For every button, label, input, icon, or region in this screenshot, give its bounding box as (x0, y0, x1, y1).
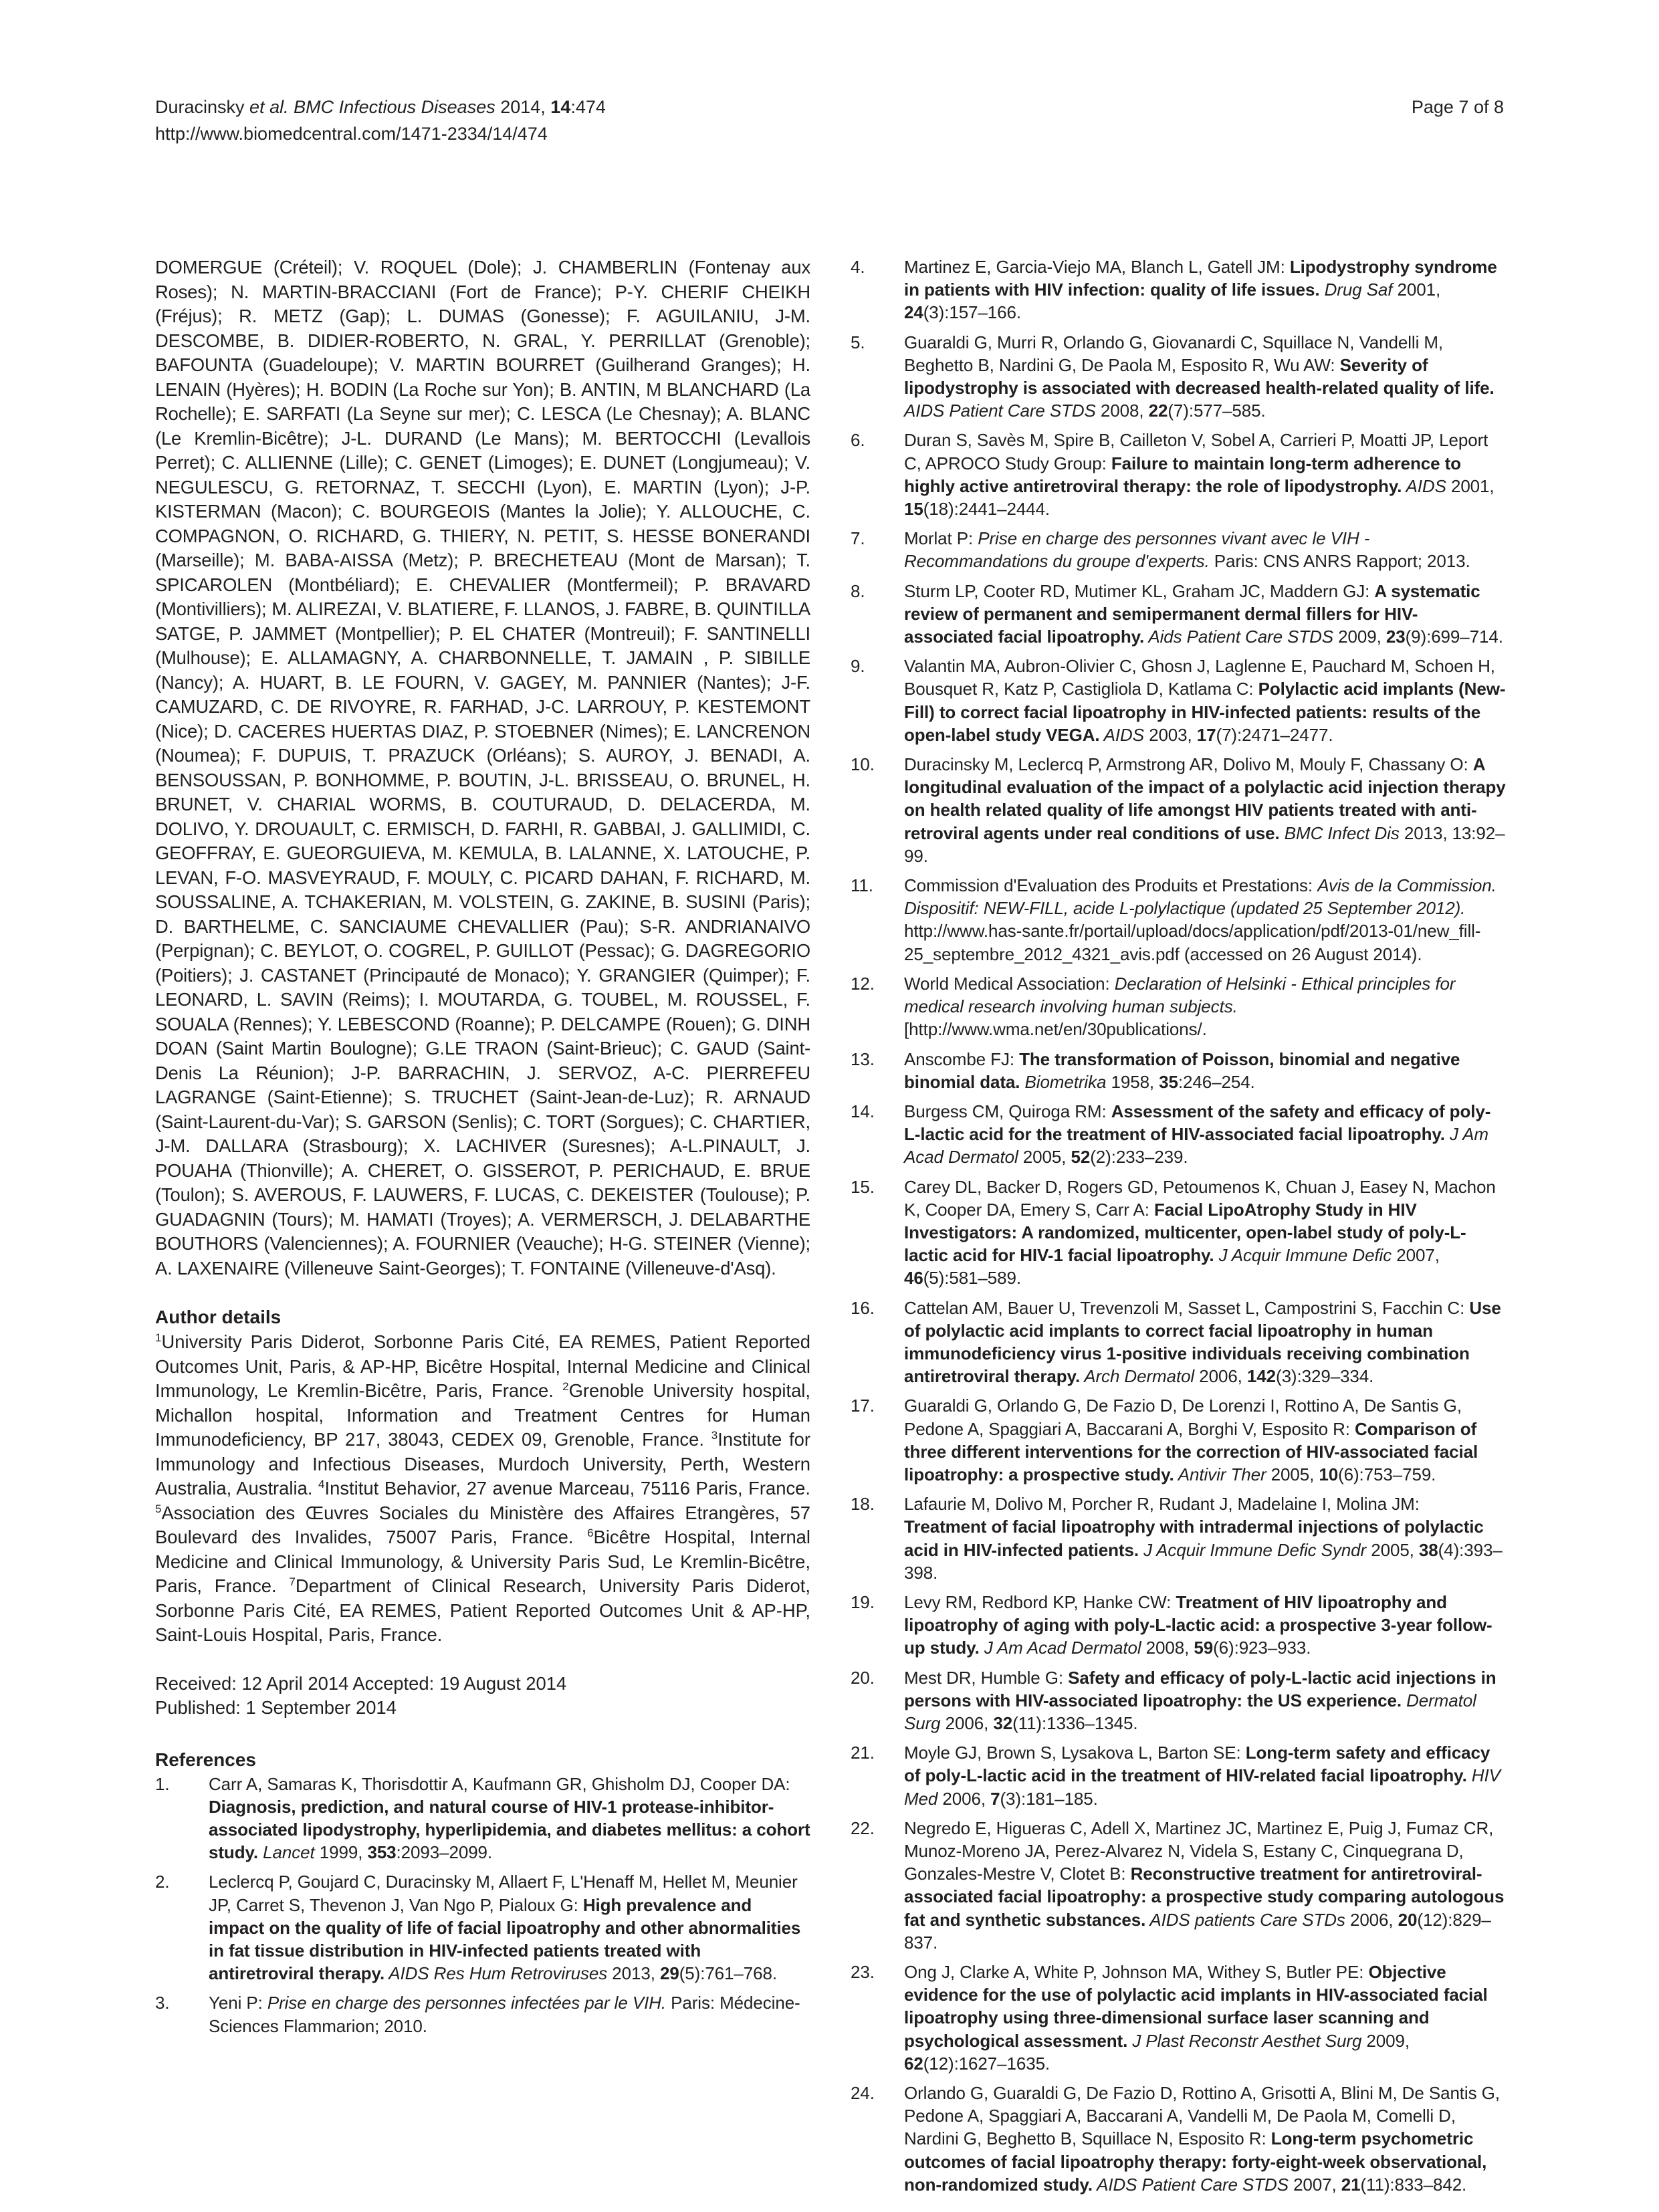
reference-item (155, 1870, 810, 1985)
reference-item (851, 874, 1506, 966)
left-column (155, 255, 810, 2044)
reference-year: 2001, (1392, 280, 1441, 300)
reference-journal: Drug Saf (1319, 280, 1393, 300)
reference-title: Safety and efficacy of poly-L-lactic acid injections in persons with HIV-associated lipoatrophy: the US experience. (904, 1667, 1497, 1710)
reference-year: 2013, 13:92–99. (904, 822, 1505, 866)
reference-item (851, 655, 1506, 746)
reference-authors: Commission d'Evaluation des Produits et Prestations: (904, 875, 1318, 896)
reference-title: Use of polylactic acid implants to correct facial lipoatrophy in human immunodeficiency virus 1-positive individuals receiving combination antiretroviral therapy. (904, 1297, 1501, 1387)
header-journal: BMC Infectious Diseases (294, 97, 495, 117)
reference-item (851, 1817, 1506, 1954)
header-year: 2014, (495, 97, 551, 117)
reference-pages: (3):157–166. (923, 302, 1021, 323)
reference-title: Reconstructive treatment for antiretroviral-associated facial lipoatrophy: a prospective study comparing autologous fat and synthetic substances. (904, 1864, 1505, 1930)
reference-volume: 10 (1319, 1464, 1339, 1484)
reference-pages: (11):833–842. (1360, 2174, 1467, 2195)
reference-pages: (12):1627–1635. (923, 2053, 1050, 2074)
reference-pages: (3):181–185. (1000, 1788, 1098, 1809)
reference-authors: Mest DR, Humble G: (904, 1667, 1069, 1688)
reference-year: 2007, (1392, 1245, 1440, 1266)
reference-authors: Carr A, Samaras K, Thorisdottir A, Kaufmann GR, Ghisholm DJ, Cooper DA: (209, 1773, 790, 1794)
reference-year: 1999, (314, 1842, 368, 1863)
reference-year: http://www.has-sante.fr/portail/upload/docs/application/pdf/2013-01/new_fill-25_septembre_2012_4321_avis.pdf (accessed on 26 August 2014). (904, 921, 1481, 964)
reference-authors: Moyle GJ, Brown S, Lysakova L, Barton SE: (904, 1743, 1246, 1763)
reference-title: Failure to maintain long-term adherence to highly active antiretroviral therapy: the role of lipodystrophy. (904, 453, 1461, 496)
reference-journal: AIDS patients Care STDs (1145, 1909, 1345, 1930)
affiliation-text: Grenoble University hospital, Michallon hospital, Information and Treatment Centres for Human Immunodeficiency, BP 217, 38043, CEDEX 09, Grenoble, France. (155, 1380, 811, 1450)
header-authors: Duracinsky (155, 97, 245, 117)
reference-title: A systematic review of permanent and semipermanent dermal fillers for HIV-associated facial lipoatrophy. (904, 580, 1480, 647)
reference-number: 4. (851, 257, 865, 277)
reference-pages: (3):329–334. (1276, 1366, 1374, 1387)
reference-year: 2005, (1266, 1464, 1319, 1484)
reference-volume: 29 (659, 1963, 679, 1984)
reference-year: Paris: CNS ANRS Rapport; 2013. (1209, 551, 1470, 572)
reference-title: The transformation of Poisson, binomial and negative binomial data. (904, 1048, 1460, 1092)
acknowledgement-text: DOMERGUE (Créteil); V. ROQUEL (Dole); J. CHAMBERLIN (Fontenay aux Roses); N. MARTIN-BRACCIANI (Fort de France); P-Y. CHERIF CHEIKH (Fréjus); R. METZ (Gap); L. DUMAS (Gonesse); F. AGUILANIU, J-M. DESCOMBE, B. DIDIER-ROBERTO, N. GRAL, Y. PERRILLAT (Grenoble); BAFOUNTA (Guadeloupe); V. MARTIN BOURRET (Guilherand Granges); H. LENAIN (Hyères); H. BODIN (La Roche sur Yon); B. ANTIN, M BLANCHARD (La Rochelle); E. SARFATI (La Seyne sur mer); C. LESCA (Le Chesnay); A. BLANC (Le Kremlin-Bicêtre); J-L. DURAND (Le Mans); M. BERTOCCHI (Levallois Perret); C. ALLIENNE (Lille); C. GENET (Limoges); E. DUNET (Longjumeau); V. NEGULESCU, G. RETORNAZ, T. SECCHI (Lyon), E. MARTIN (Lyon); J-P. KISTERMAN (Macon); C. BOURGEOIS (Mantes la Jolie); Y. ALLOUCHE, C. COMPAGNON, O. RICHARD, G. THIERY, N. PETIT, S. HESSE BONERANDI (Marseille); M. BABA-AISSA (Metz); P. BRECHETEAU (Mont de Marsan); T. SPICAROLEN (Montbéliard); E. CHEVALIER (Montfermeil); P. BRAVARD (Montivilliers); M. ALIREZAI, V. BLATIERE, F. LLANOS, J. FABRE, B. QUINTILLA SATGE, P. JAMMET (Montpellier); P. EL CHATER (Montreuil); F. SANTINELLI (Mulhouse); E. ALLAMAGNY, A. CHARBONNELLE, T. JAMAIN , P. SIBILLE (Nancy); A. HUART, B. LE FOURN, V. GAGEY, M. PANNIER (Nantes); J-F. CAMUZARD, C. DE RIVOYRE, R. FARHAD, J-C. LARROUY, P. KESTEMONT (Nice); D. CACERES HUERTAS DIAZ, P. STOEBNER (Nimes); E. LANCRENON (Noumea); F. DUPUIS, T. PRAZUCK (Orléans); S. AUROY, J. BENADI, A. BENSOUSSAN, P. BONHOMME, P. BOUTIN, J-L. BRISSEAU, O. BRUNEL, H. BRUNET, V. CHARIAL WORMS, B. COUTURAUD, D. DELACERDA, M. DOLIVO, Y. DROUAULT, C. ERMISCH, D. FARHI, R. GABBAI, J. GALLIMIDI, C. GEOFFRAY, E. GUEORGUIEVA, M. KEMULA, B. LALANNE, X. LATOUCHE, P. LEVAN, F-O. MASVEYRAUD, F. MOULY, C. PICARD DAHAN, F. RICHARD, M. SOUSSALINE, A. TCHAKERIAN, M. VOLSTEIN, G. ZAKINE, B. SUSINI (Paris); D. BARTHELME, C. SANCIAUME CHEVALLIER (Pau); S-R. ANDRIANAIVO (Perpignan); C. BEYLOT, O. COGREL, P. GUILLOT (Pessac); G. DAGREGORIO (Poitiers); J. CASTANET (Principauté de Monaco); Y. GRANGIER (Quimper); F. LEONARD, L. SAVIN (Reims); I. MOUTARDA, G. TOUBEL, M. ROUSSEL, F. SOUALA (Rennes); Y. LEBESCOND (Roanne); P. DELCAMPE (Rouen); G. DINH DOAN (Saint Martin Boulogne); G.LE TRAON (Saint-Brieuc); C. GAUD (Saint-Denis La Réunion); J-P. BARRACHIN, J. SERVOZ, A-C. PIERREFEU LAGRANGE (Saint-Etienne); S. TRUCHET (Saint-Jean-de-Luz); R. ARNAUD (Saint-Laurent-du-Var); S. GARSON (Senlis); C. TORT (Sorgues); C. CHARTIER, J-M. DALLARA (Strasbourg); X. LACHIVER (Suresnes); A-L.PINAULT, J. POUAHA (Thionville); A. CHERET, O. GISSEROT, P. PERICHAUD, E. BRUE (Toulon); S. AVEROUS, F. LAUWERS, F. LUCAS, C. DEKEISTER (Toulouse); P. GUADAGNIN (Tours); M. HAMATI (Troyes); A. VERMERSCH, J. DELABARTHE BOUTHORS (Valenciennes); A. FOURNIER (Veauche); H-G. STEINER (Vienne); A. LAXENAIRE (Villeneuve Saint-Georges); T. FONTAINE (Villeneuve-d'Asq). (155, 257, 810, 1279)
reference-journal: Prise en charge des personnes vivant avec le VIH - Recommandations du groupe d'experts. (904, 528, 1370, 572)
reference-number: 8. (851, 580, 865, 601)
reference-number: 24. (851, 2083, 875, 2104)
reference-item (851, 527, 1506, 572)
reference-journal: Prise en charge des personnes infectées par le VIH. (267, 1993, 667, 2013)
reference-item (155, 1773, 810, 1864)
reference-number: 18. (851, 1494, 875, 1515)
reference-item (851, 972, 1506, 1041)
header-etal: et al. (244, 97, 294, 117)
reference-volume: 62 (904, 2053, 923, 2074)
affiliation-number: 1 (155, 1331, 162, 1344)
reference-volume: 20 (1398, 1909, 1418, 1930)
reference-volume: 15 (904, 499, 923, 520)
reference-volume: 17 (1196, 724, 1216, 745)
reference-year: 2001, (1446, 475, 1495, 496)
reference-number: 19. (851, 1591, 875, 1612)
reference-journal: AIDS Patient Care STDS (904, 401, 1096, 421)
reference-year: 2003, (1143, 724, 1197, 745)
reference-title: Assessment of the safety and efficacy of poly-L-lactic acid for the treatment of HIV-associated facial lipoatrophy. (904, 1101, 1491, 1145)
header-article: :474 (570, 97, 606, 117)
reference-journal: AIDS Patient Care STDS (1092, 2174, 1289, 2195)
affiliation-number: 2 (562, 1379, 569, 1393)
reference-item (851, 1591, 1506, 1660)
affiliation-number: 6 (587, 1526, 594, 1539)
reference-journal: BMC Infect Dis (1279, 822, 1400, 843)
reference-number: 17. (851, 1396, 875, 1416)
reference-number: 16. (851, 1297, 875, 1318)
reference-authors: Sturm LP, Cooter RD, Mutimer KL, Graham JC, Maddern GJ: (904, 580, 1375, 601)
reference-year: 2009, (1361, 2030, 1410, 2051)
reference-authors: Cattelan AM, Bauer U, Trevenzoli M, Sasset L, Campostrini S, Facchin C: (904, 1297, 1470, 1318)
reference-item (851, 2082, 1506, 2196)
reference-title: Long-term psychometric outcomes of facial lipoatrophy therapy: forty-eight-week observational, non-randomized study. (904, 2128, 1487, 2195)
reference-number: 3. (155, 1993, 170, 2013)
reference-title: Facial LipoAtrophy Study in HIV Investigators: A randomized, multicenter, open-label study of poly-L-lactic acid for HIV-1 facial lipoatrophy. (904, 1199, 1466, 1266)
reference-item (851, 255, 1506, 324)
reference-year: 2008, (1141, 1638, 1194, 1658)
reference-year: 2006, (937, 1788, 991, 1809)
reference-authors: Anscombe FJ: (904, 1048, 1020, 1069)
reference-authors: Martinez E, Garcia-Viejo MA, Blanch L, Gatell JM: (904, 257, 1290, 277)
affiliation-text: Department of Clinical Research, University Paris Diderot, Sorbonne Paris Cité, EA REMES, Patient Reported Outcomes Unit & AP-HP, Saint-Louis Hospital, Paris, France. (155, 1575, 811, 1645)
reference-journal: Biometrika (1020, 1071, 1107, 1092)
affiliation-text: Bicêtre Hospital, Internal Medicine and Clinical Immunology, & University Paris Sud, Le Kremlin-Bicêtre, Paris, France. (155, 1527, 810, 1596)
page-number: Page 7 of 8 (1411, 97, 1504, 117)
reference-authors: Duracinsky M, Leclercq P, Armstrong AR, Dolivo M, Mouly F, Chassany O: (904, 754, 1473, 775)
reference-journal: AIDS (1099, 724, 1144, 745)
reference-authors: Orlando G, Guaraldi G, De Fazio D, Rottino A, Grisotti A, Blini M, De Santis G, Pedone A, Spaggiari A, Baccarani A, Vandelli M, De Paola M, Comelli D, Nardini G, Beghetto B, Squillace N, Esposito R: (904, 2083, 1500, 2149)
reference-volume: 353 (367, 1842, 397, 1863)
reference-number: 1. (155, 1773, 170, 1794)
reference-journal: J Acquir Immune Defic Syndr (1138, 1539, 1367, 1560)
reference-number: 15. (851, 1176, 875, 1197)
reference-volume: 24 (904, 302, 923, 323)
reference-item (851, 331, 1506, 423)
author-details-heading: Author details (155, 1307, 282, 1327)
reference-title: Long-term safety and efficacy of poly-L-lactic acid in the treatment of HIV-related facial lipoatrophy. (904, 1743, 1490, 1786)
reference-number: 11. (851, 875, 873, 896)
header-volume: 14 (550, 97, 571, 117)
right-column (851, 255, 1506, 2203)
reference-item (851, 1961, 1506, 2075)
reference-authors: Negredo E, Higueras C, Adell X, Martinez JC, Martinez E, Puig J, Fumaz CR, Munoz-Moreno JA, Perez-Alvarez N, Videla S, Estany C, Cinquegrana D, Gonzales-Mestre V, Clotet B: (904, 1817, 1494, 1884)
affiliation-number: 5 (155, 1502, 162, 1515)
reference-year: 2009, (1333, 627, 1386, 647)
reference-pages: (5):581–589. (923, 1268, 1021, 1289)
reference-volume: 38 (1418, 1539, 1438, 1560)
reference-item (851, 1048, 1506, 1093)
reference-number: 20. (851, 1667, 875, 1688)
reference-title: A longitudinal evaluation of the impact of a polylactic acid injection therapy on health related quality of life amongst HIV patients treated with anti-retroviral agents under real conditions of use. (904, 754, 1506, 843)
reference-item (851, 1176, 1506, 1290)
reference-authors: Levy RM, Redbord KP, Hanke CW: (904, 1591, 1176, 1612)
reference-year: 2008, (1095, 401, 1149, 421)
reference-title: Diagnosis, prediction, and natural course of HIV-1 protease-inhibitor-associated lipodystrophy, hyperlipidemia, and diabetes mellitus: a cohort study. (209, 1796, 810, 1863)
reference-item (851, 1394, 1506, 1486)
reference-volume: 21 (1341, 2174, 1361, 2195)
reference-year: 2013, (607, 1963, 660, 1984)
reference-authors: Burgess CM, Quiroga RM: (904, 1101, 1111, 1121)
reference-year: 2006, (940, 1712, 994, 1733)
header-url-link[interactable]: http://www.biomedcentral.com/1471-2334/14/474 (155, 124, 548, 144)
reference-journal: Declaration of Helsinki - Ethical principles for medical research involving human subjects. (904, 973, 1456, 1017)
reference-title: Treatment of facial lipoatrophy with intradermal injections of polylactic acid in HIV-infected patients. (904, 1517, 1484, 1560)
reference-pages: (12):829–837. (904, 1909, 1491, 1953)
reference-authors: Yeni P: (209, 1993, 267, 2013)
reference-number: 6. (851, 430, 865, 451)
reference-journal: J Am Acad Dermatol (904, 1124, 1488, 1168)
reference-number: 2. (155, 1872, 170, 1892)
reference-item (851, 753, 1506, 867)
reference-year: Paris: Médecine-Sciences Flammarion; 2010. (209, 1993, 800, 2036)
reference-pages: (7):577–585. (1168, 401, 1266, 421)
reference-number: 23. (851, 1962, 875, 1983)
reference-number: 12. (851, 973, 875, 994)
reference-authors: Guaraldi G, Murri R, Orlando G, Giovanardi C, Squillace N, Vandelli M, Beghetto B, Nardini G, De Paola M, Esposito R, Wu AW: (904, 332, 1444, 375)
reference-title: Lipodystrophy syndrome in patients with HIV infection: quality of life issues. (904, 257, 1497, 300)
reference-journal: Avis de la Commission. Dispositif: NEW-FILL, acide L-polylactique (updated 25 September 2012). (904, 875, 1497, 919)
reference-title: Polylactic acid implants (New-Fill) to correct facial lipoatrophy in HIV-infected patients: results of the open-label study VEGA. (904, 679, 1506, 745)
reference-pages: (7):2471–2477. (1216, 724, 1333, 745)
reference-year: 2007, (1288, 2174, 1341, 2195)
reference-volume: 35 (1159, 1071, 1178, 1092)
affiliation-text: University Paris Diderot, Sorbonne Paris Cité, EA REMES, Patient Reported Outcomes Unit, Paris, & AP-HP, Bicêtre Hospital, Internal Medicine and Clinical Immunology, Le Kremlin-Bicêtre, Paris, France. (155, 1331, 810, 1401)
reference-year: 2005, (1018, 1147, 1071, 1168)
reference-journal: Lancet (258, 1842, 315, 1863)
reference-authors: Valantin MA, Aubron-Olivier C, Ghosn J, Laglenne E, Pauchard M, Schoen H, Bousquet R, Katz P, Castigliola D, Katlama C: (904, 656, 1495, 699)
reference-volume: 52 (1071, 1147, 1091, 1168)
reference-journal: AIDS (1402, 475, 1446, 496)
reference-pages: (5):761–768. (679, 1963, 777, 1984)
reference-item (851, 1100, 1506, 1169)
reference-authors: Carey DL, Backer D, Rogers GD, Petoumenos K, Chuan J, Easey N, Machon K, Cooper DA, Emery S, Carr A: (904, 1176, 1496, 1220)
reference-number: 13. (851, 1048, 875, 1069)
reference-number: 5. (851, 332, 865, 352)
reference-authors: Guaraldi G, Orlando G, De Fazio D, De Lorenzi I, Rottino A, De Santis G, Pedone A, Spaggiari A, Baccarani A, Borghi V, Esposito R: (904, 1396, 1462, 1439)
reference-pages: :246–254. (1178, 1071, 1255, 1092)
affiliation-number: 4 (318, 1477, 325, 1490)
reference-journal: J Acquir Immune Defic (1214, 1245, 1392, 1266)
reference-title: High prevalence and impact on the quality of life of facial lipoatrophy and other abnormalities in fat tissue distribution in HIV-infected patients treated with antiretroviral therapy. (209, 1894, 801, 1984)
reference-list-right (851, 255, 1506, 2196)
reference-item (851, 1492, 1506, 1584)
reference-year: 2006, (1194, 1366, 1247, 1387)
reference-number: 9. (851, 656, 865, 677)
reference-item (851, 1666, 1506, 1735)
affiliation-text: Institute for Immunology and Infectious Diseases, Murdoch University, Perth, Western Australia, Australia. (155, 1429, 810, 1499)
reference-number: 21. (851, 1743, 875, 1763)
reference-item (851, 580, 1506, 649)
reference-volume: 46 (904, 1268, 923, 1289)
reference-authors: Lafaurie M, Dolivo M, Porcher R, Rudant J, Madelaine I, Molina JM: (904, 1494, 1420, 1515)
reference-journal: Arch Dermatol (1080, 1366, 1195, 1387)
reference-authors: Morlat P: (904, 528, 978, 549)
reference-volume: 59 (1194, 1638, 1214, 1658)
reference-authors: Leclercq P, Goujard C, Duracinsky M, Allaert F, L'Henaff M, Hellet M, Meunier JP, Carret S, Thevenon J, Van Ngo P, Pialoux G: (209, 1872, 798, 1915)
received-accepted-date: Received: 12 April 2014 Accepted: 19 August 2014 (155, 1672, 567, 1694)
reference-number: 22. (851, 1817, 875, 1838)
reference-list-left (155, 1773, 810, 2037)
reference-year: 2006, (1345, 1909, 1398, 1930)
reference-journal: AIDS Res Hum Retroviruses (384, 1963, 608, 1984)
reference-journal: Dermatol Surg (904, 1690, 1476, 1733)
reference-item (851, 1297, 1506, 1388)
reference-number: 14. (851, 1101, 875, 1121)
reference-journal: J Am Acad Dermatol (979, 1638, 1141, 1658)
reference-authors: Ong J, Clarke A, White P, Johnson MA, Withey S, Butler PE: (904, 1962, 1369, 1983)
published-date: Published: 1 September 2014 (155, 1697, 397, 1718)
affiliation-number: 3 (711, 1428, 718, 1442)
reference-title: Severity of lipodystrophy is associated with decreased health-related quality of life. (904, 354, 1495, 399)
reference-journal: Antivir Ther (1174, 1464, 1266, 1484)
running-header-citation (155, 94, 606, 147)
reference-authors: Duran S, Savès M, Spire B, Cailleton V, Sobel A, Carrieri P, Moatti JP, Leport C, APROCO Study Group: (904, 430, 1488, 473)
reference-volume: 7 (990, 1788, 1000, 1809)
reference-title: Treatment of HIV lipoatrophy and lipoatrophy of aging with poly-L-lactic acid: a prospective 3-year follow-up study. (904, 1591, 1492, 1658)
reference-item (851, 1741, 1506, 1810)
reference-pages: :2093–2099. (396, 1842, 493, 1863)
affiliation-text: Institut Behavior, 27 avenue Marceau, 75116 Paris, France. (324, 1478, 811, 1499)
reference-journal: J Plast Reconstr Aesthet Surg (1127, 2030, 1362, 2051)
references-heading: References (155, 1749, 256, 1770)
reference-title: Comparison of three different interventions for the correction of HIV-associated facial lipoatrophy: a prospective study. (904, 1418, 1478, 1484)
reference-pages: (6):753–759. (1338, 1464, 1436, 1484)
reference-volume: 23 (1386, 627, 1406, 647)
reference-pages: (4):393–398. (904, 1539, 1503, 1583)
reference-volume: 142 (1246, 1366, 1277, 1387)
author-affiliations (155, 1330, 810, 1648)
reference-number: 7. (851, 528, 865, 549)
article-dates (155, 1672, 810, 1721)
reference-authors: World Medical Association: (904, 973, 1115, 994)
reference-pages: (18):2441–2444. (923, 499, 1050, 520)
reference-item (851, 429, 1506, 520)
reference-pages: (6):923–933. (1213, 1638, 1311, 1658)
reference-item (155, 1991, 810, 2037)
reference-pages: (11):1336–1345. (1012, 1712, 1138, 1733)
reference-year: [http://www.wma.net/en/30publications/. (904, 1019, 1207, 1040)
reference-volume: 22 (1148, 401, 1168, 421)
affiliation-number: 7 (289, 1575, 296, 1588)
citation-line (155, 94, 606, 120)
reference-year: 1958, (1106, 1071, 1159, 1092)
reference-journal: Aids Patient Care STDS (1144, 627, 1334, 647)
reference-volume: 32 (993, 1712, 1013, 1733)
reference-journal: HIV Med (904, 1765, 1501, 1809)
reference-title: Objective evidence for the use of polylactic acid implants in HIV-associated facial lipoatrophy using three-dimensional surface laser scanning and psychological assessment. (904, 1962, 1488, 2051)
reference-number: 10. (851, 754, 875, 775)
reference-pages: (2):233–239. (1090, 1147, 1188, 1168)
reference-year: 2005, (1366, 1539, 1419, 1560)
reference-pages: (9):699–714. (1405, 627, 1503, 647)
affiliation-text: Association des Œuvres Sociales du Ministère des Affaires Etrangères, 57 Boulevard des Invalides, 75007 Paris, France. (155, 1502, 810, 1547)
